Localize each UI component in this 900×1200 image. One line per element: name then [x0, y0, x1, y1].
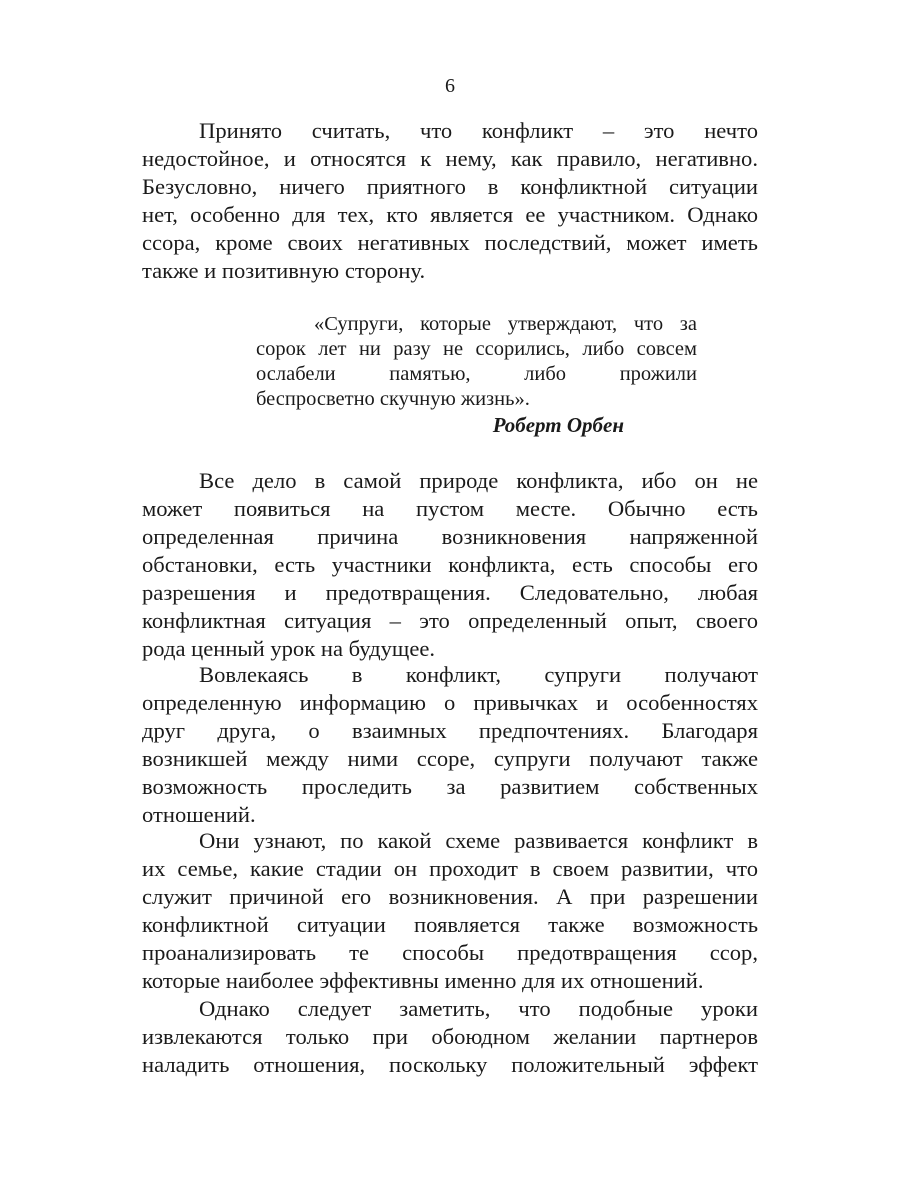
quote-line: сорок лет ни разу не ссорились, либо совсем: [256, 338, 697, 360]
text-line: недостойное, и относятся к нему, как правило, негативно.: [142, 146, 758, 171]
text-line: проанализировать те способы предотвращения ссор,: [142, 940, 758, 965]
text-line: наладить отношения, поскольку положительный эффект: [142, 1052, 758, 1077]
text-line: рода ценный урок на будущее.: [142, 636, 436, 661]
paragraph-2: [142, 467, 758, 663]
text-line: возможность проследить за развитием собственных: [142, 774, 758, 799]
paragraph-5: [142, 995, 758, 1079]
text-line: также и позитивную сторону.: [142, 258, 426, 283]
text-line: друг друга, о взаимных предпочтениях. Благодаря: [142, 718, 758, 743]
paragraph-3: [142, 661, 758, 829]
paragraph-4: [142, 827, 758, 995]
quote-line: беспросветно скучную жизнь».: [256, 388, 530, 410]
page-number: 6: [445, 75, 455, 97]
epigraph-quote: [256, 312, 697, 412]
text-line: обстановки, есть участники конфликта, есть способы его: [142, 552, 758, 577]
text-line: извлекаются только при обоюдном желании партнеров: [142, 1024, 758, 1049]
text-line: нет, особенно для тех, кто является ее участником. Однако: [142, 202, 758, 227]
quote-line: «Супруги, которые утверждают, что за: [314, 313, 697, 335]
text-line: Безусловно, ничего приятного в конфликтной ситуации: [142, 174, 758, 199]
text-line: Однако следует заметить, что подобные уроки: [199, 996, 758, 1021]
paragraph-1: [142, 117, 758, 285]
text-line: конфликтная ситуация – это определенный опыт, своего: [142, 608, 758, 633]
text-line: разрешения и предотвращения. Следовательно, любая: [142, 580, 758, 605]
text-line: которые наиболее эффективны именно для их отношений.: [142, 968, 704, 993]
text-line: Принято считать, что конфликт – это нечто: [199, 118, 758, 143]
text-line: определенную информацию о привычках и особенностях: [142, 690, 758, 715]
text-line: ссора, кроме своих негативных последствий, может иметь: [142, 230, 758, 255]
quote-line: ослабели памятью, либо прожили: [256, 363, 697, 385]
text-line: отношений.: [142, 802, 256, 827]
text-line: их семье, какие стадии он проходит в своем развитии, что: [142, 856, 758, 881]
text-line: служит причиной его возникновения. А при разрешении: [142, 884, 758, 909]
text-line: может появиться на пустом месте. Обычно есть: [142, 496, 758, 521]
text-line: Вовлекаясь в конфликт, супруги получают: [199, 662, 758, 687]
text-line: возникшей между ними ссоре, супруги получают также: [142, 746, 758, 771]
text-line: Они узнают, по какой схеме развивается конфликт в: [199, 828, 758, 853]
text-line: Все дело в самой природе конфликта, ибо он не: [199, 468, 758, 493]
text-line: определенная причина возникновения напряженной: [142, 524, 758, 549]
text-line: конфликтной ситуации появляется также возможность: [142, 912, 758, 937]
epigraph-author: Роберт Орбен: [492, 413, 624, 437]
